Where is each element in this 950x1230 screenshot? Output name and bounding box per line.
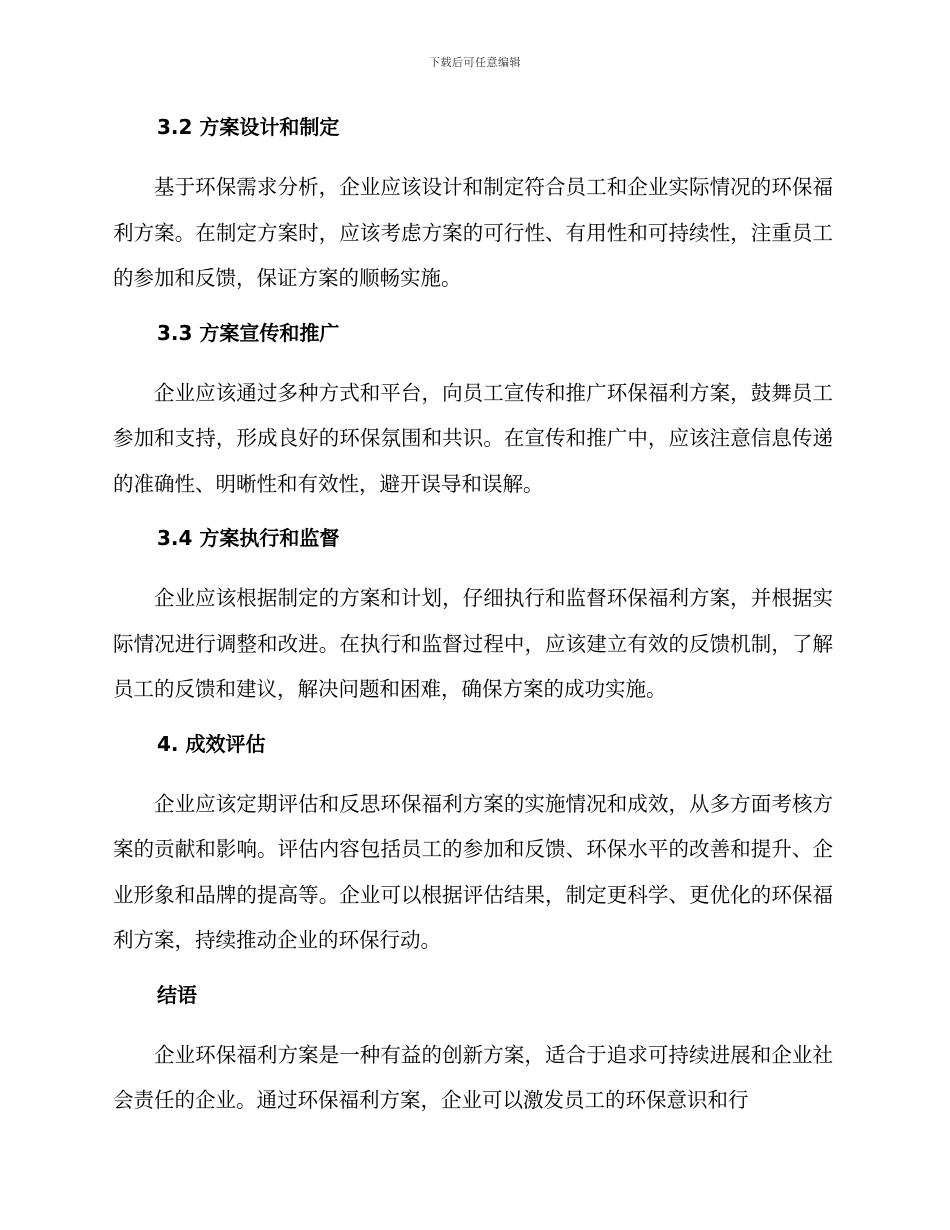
section-heading-3-3: 3.3 方案宣传和推广 (157, 320, 340, 345)
section-heading-3-2: 3.2 方案设计和制定 (157, 115, 340, 139)
section-paragraph-conclusion: 企业环保福利方案是一种有益的创新方案，适合于追求可持续进展和企业社会责任的企业。通过环保福利方案，企业可以激发员工的环保意识和行 (113, 1042, 833, 1112)
page-header-note: 下载后可任意编辑 (429, 56, 521, 69)
section-heading-3-4: 3.4 方案执行和监督 (157, 526, 340, 550)
document-body (113, 112, 833, 1140)
section-paragraph-3-2: 基于环保需求分析，企业应该设计和制定符合员工和企业实际情况的环保福利方案。在制定方案时，应该考虑方案的可行性、有用性和可持续性，注重员工的参加和反馈，保证方案的顺畅实施。 (113, 175, 833, 290)
section-heading-conclusion: 结语 (157, 982, 197, 1007)
section-paragraph-4: 企业应该定期评估和反思环保福利方案的实施情况和成效，从多方面考核方案的贡献和影响。评估内容包括员工的参加和反馈、环保水平的改善和提升、企业形象和品牌的提高等。企业可以根据评估结果，制定更科学、更优化的环保福利方案，持续推动企业的环保行动。 (113, 791, 833, 952)
section-paragraph-3-3: 企业应该通过多种方式和平台，向员工宣传和推广环保福利方案，鼓舞员工参加和支持，形成良好的环保氛围和共识。在宣传和推广中，应该注意信息传递的准确性、明晰性和有效性，避开误导和误解。 (113, 380, 833, 496)
section-paragraph-3-4: 企业应该根据制定的方案和计划，仔细执行和监督环保福利方案，并根据实际情况进行调整和改进。在执行和监督过程中，应该建立有效的反馈机制，了解员工的反馈和建议，解决问题和困难，确保方案的成功实施。 (113, 586, 833, 701)
section-heading-4: 4. 成效评估 (157, 731, 266, 756)
